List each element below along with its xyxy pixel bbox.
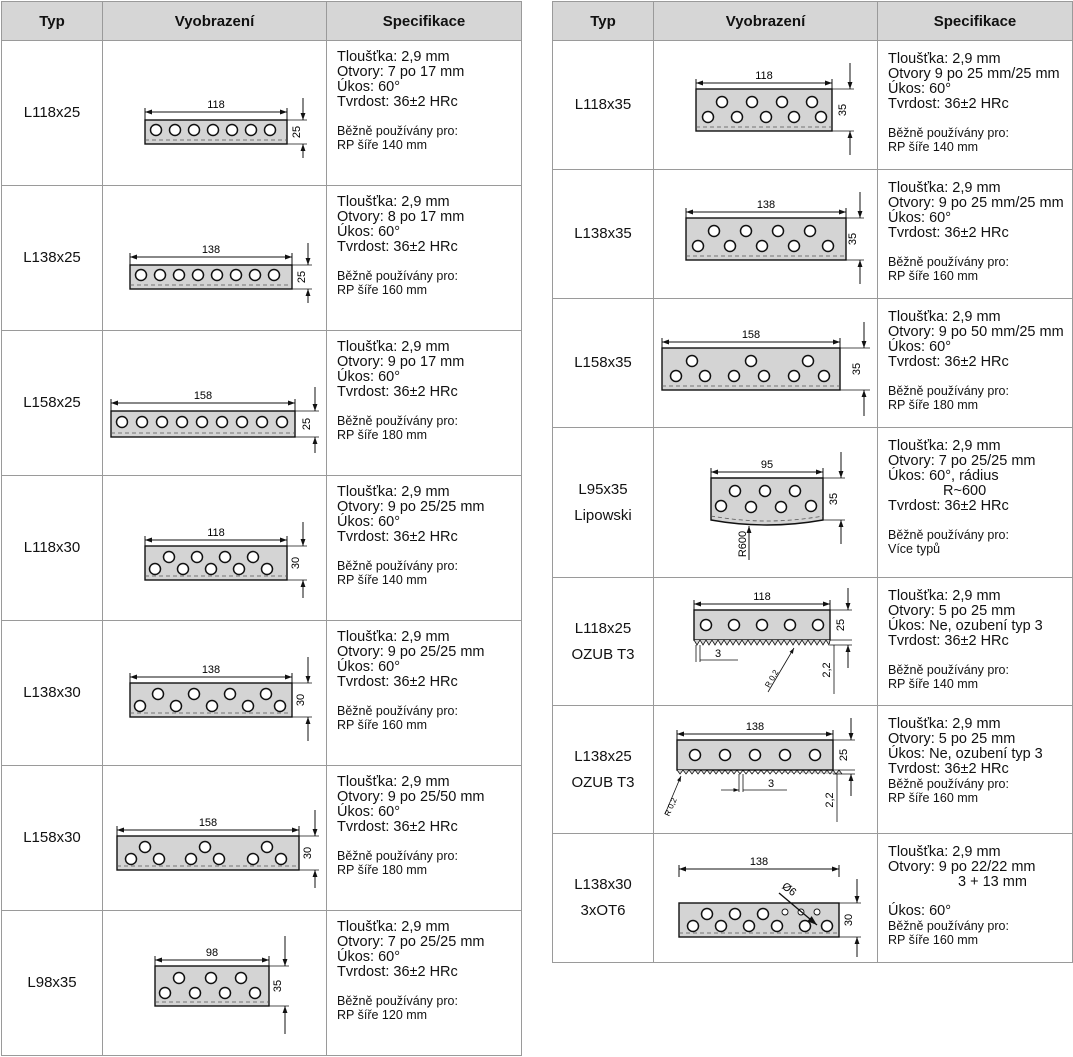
table-row: [553, 428, 1073, 578]
table-right: [552, 1, 1073, 963]
dim-height: 25: [290, 125, 303, 139]
type-sublabel: OZUB T3: [571, 773, 635, 791]
table-row: [2, 331, 522, 476]
drawing-cell: [103, 621, 327, 766]
spec-hardness: Tvrdost: 36±2 HRc: [888, 633, 1009, 649]
drawing-cell: [654, 299, 878, 428]
dim-tooth-pitch: 3: [767, 778, 774, 790]
table-row: [2, 766, 522, 911]
spec-cell: [878, 41, 1073, 170]
spec-thickness: Tloušťka: 2,9 mm: [888, 309, 1001, 325]
spec-bevel: Úkos: 60°: [337, 659, 401, 675]
spec-cell: [878, 834, 1073, 963]
usage-value: Více typů: [888, 542, 941, 556]
usage-label: Běžně používány pro:: [888, 919, 1009, 933]
blade-drawing: [666, 55, 866, 155]
usage-value: RP šíře 140 mm: [888, 140, 979, 154]
spec-thickness: Tloušťka: 2,9 mm: [888, 438, 1001, 454]
spec-thickness: Tloušťka: 2,9 mm: [337, 919, 450, 935]
dim-tooth-depth: 2,2: [823, 792, 836, 808]
usage-value: RP šíře 140 mm: [337, 573, 428, 587]
header-typ: Typ: [553, 2, 654, 41]
type-label: L158x35: [574, 354, 632, 371]
type-label: L138x30: [23, 684, 81, 701]
usage-label: Běžně používány pro:: [888, 255, 1009, 269]
usage-label: Běžně používány pro:: [888, 663, 1009, 677]
table-row: [553, 299, 1073, 428]
drawing-cell: [103, 476, 327, 621]
usage-label: Běžně používány pro:: [337, 994, 458, 1008]
spec-cell: [327, 621, 522, 766]
spec-cell: [327, 911, 522, 1056]
table-row: [2, 41, 522, 186]
spec-hardness: Tvrdost: 36±2 HRc: [888, 354, 1009, 370]
spec-hardness: Tvrdost: 36±2 HRc: [888, 498, 1009, 514]
spec-thickness: Tloušťka: 2,9 mm: [888, 844, 1001, 860]
table-row: [2, 186, 522, 331]
type-cell: [2, 476, 103, 621]
dim-height: 30: [842, 913, 855, 927]
usage-label: Běžně používány pro:: [337, 704, 458, 718]
dim-height: 35: [850, 362, 863, 376]
spec-hardness: Tvrdost: 36±2 HRc: [337, 964, 458, 980]
usage-value: RP šíře 160 mm: [888, 791, 979, 805]
blade-drawing: [661, 839, 871, 957]
usage-label: Běžně používány pro:: [337, 124, 458, 138]
spec-holes: Otvory: 9 po 17 mm: [337, 354, 465, 370]
spec-cell: [878, 706, 1073, 834]
drawing-cell: [103, 331, 327, 476]
spec-cell: [878, 578, 1073, 706]
usage-label: Běžně používány pro:: [888, 384, 1009, 398]
type-label: L118x35: [574, 96, 632, 113]
spec-thickness: Tloušťka: 2,9 mm: [888, 588, 1001, 604]
spec-bevel: Úkos: 60°: [337, 514, 401, 530]
dim-tooth-radius: R 0,2: [762, 668, 781, 690]
usage-value: RP šíře 140 mm: [888, 677, 979, 691]
drawing-cell: [654, 578, 878, 706]
type-cell: [553, 299, 654, 428]
spec-bevel: Úkos: 60°: [888, 81, 952, 97]
dim-width: 118: [754, 70, 773, 82]
dim-width: 138: [745, 721, 764, 733]
blade-drawing: [110, 643, 320, 743]
spec-cell: [327, 186, 522, 331]
dim-tooth-pitch: 3: [714, 648, 721, 660]
blade-drawing: [681, 444, 851, 562]
dim-width: 138: [756, 199, 775, 211]
drawing-cell: [103, 186, 327, 331]
table-row: [2, 476, 522, 621]
spec-holes: Otvory: 5 po 25 mm: [888, 731, 1016, 747]
blade-drawing: [115, 68, 315, 158]
type-label: L138x25: [574, 747, 632, 765]
type-label: L95x35: [578, 480, 628, 498]
spec-hardness: Tvrdost: 36±2 HRc: [888, 761, 1009, 777]
table-row: [553, 578, 1073, 706]
dim-height: 25: [300, 417, 313, 431]
dim-width: 118: [206, 99, 225, 111]
usage-label: Běžně používány pro:: [337, 849, 458, 863]
drawing-cell: [654, 834, 878, 963]
spec-holes: Otvory: 9 po 25/50 mm: [337, 789, 485, 805]
usage-value: RP šíře 180 mm: [337, 428, 428, 442]
dim-width: 118: [752, 591, 771, 603]
dim-width: 158: [193, 390, 212, 402]
type-cell: [553, 170, 654, 299]
dim-width: 118: [206, 527, 225, 539]
usage-label: Běžně používány pro:: [337, 559, 458, 573]
spec-bevel: Úkos: 60°: [888, 339, 952, 355]
dim-height: 30: [289, 556, 302, 570]
usage-value: RP šíře 160 mm: [888, 933, 979, 947]
dim-width: 98: [205, 947, 218, 959]
usage-label: Běžně používány pro:: [888, 777, 1009, 791]
spec-thickness: Tloušťka: 2,9 mm: [337, 484, 450, 500]
blade-drawing: [666, 584, 866, 699]
drawing-cell: [103, 911, 327, 1056]
dim-height: 35: [827, 492, 840, 505]
spec-cell: [327, 476, 522, 621]
spec-holes: Otvory: 7 po 25/25 mm: [337, 934, 485, 950]
dim-width: 95: [760, 458, 773, 471]
spec-bevel: Úkos: 60°: [337, 79, 401, 95]
blade-drawing: [110, 213, 320, 303]
spec-hardness: Tvrdost: 36±2 HRc: [337, 384, 458, 400]
spec-bevel: Úkos: 60°: [337, 949, 401, 965]
spec-thickness: Tloušťka: 2,9 mm: [337, 49, 450, 65]
header-typ: Typ: [2, 2, 103, 41]
drawing-cell: [654, 41, 878, 170]
spec-thickness: Tloušťka: 2,9 mm: [337, 194, 450, 210]
spec-thickness: Tloušťka: 2,9 mm: [888, 180, 1001, 196]
spec-hardness: Tvrdost: 36±2 HRc: [337, 819, 458, 835]
header-vyobrazeni: Vyobrazení: [103, 2, 327, 41]
spec-thickness: Tloušťka: 2,9 mm: [337, 629, 450, 645]
table-row: [553, 170, 1073, 299]
spec-holes: Otvory: 7 po 25/25 mm: [888, 453, 1036, 469]
usage-value: RP šíře 160 mm: [888, 269, 979, 283]
spec-cell: [878, 299, 1073, 428]
spec-holes: Otvory 9 po 25 mm/25 mm: [888, 66, 1060, 82]
usage-value: RP šíře 160 mm: [337, 718, 428, 732]
type-label: L138x35: [574, 225, 632, 242]
type-label: L138x25: [23, 249, 81, 266]
spec-bevel: Úkos: 60°: [337, 224, 401, 240]
spec-holes: Otvory: 9 po 22/22 mm: [888, 859, 1036, 875]
type-cell: [553, 578, 654, 706]
spec-hardness: Tvrdost: 36±2 HRc: [337, 674, 458, 690]
type-cell: [2, 766, 103, 911]
spec-holes: Otvory: 7 po 17 mm: [337, 64, 465, 80]
blade-drawing: [661, 712, 871, 827]
spec-cell: [327, 41, 522, 186]
type-label: L118x25: [574, 619, 632, 637]
spec-holes: Otvory: 5 po 25 mm: [888, 603, 1016, 619]
spec-thickness: Tloušťka: 2,9 mm: [888, 51, 1001, 67]
spec-bevel: Úkos: Ne, ozubení typ 3: [888, 618, 1043, 634]
spec-holes: Otvory: 9 po 25/25 mm: [337, 499, 485, 515]
dim-width: 138: [201, 244, 220, 256]
usage-label: Běžně používány pro:: [337, 269, 458, 283]
type-label: L118x30: [23, 539, 81, 556]
table-left: [1, 1, 522, 1056]
usage-label: Běžně používány pro:: [888, 528, 1009, 542]
usage-label: Běžně používány pro:: [888, 126, 1009, 140]
dim-radius: R600: [736, 530, 749, 557]
header-row: [553, 2, 1073, 41]
type-cell: [2, 911, 103, 1056]
spec-holes: Otvory: 9 po 50 mm/25 mm: [888, 324, 1064, 340]
drawing-cell: [654, 706, 878, 834]
spec-bevel: Úkos: Ne, ozubení typ 3: [888, 746, 1043, 762]
spec-bevel: Úkos: 60°: [337, 369, 401, 385]
type-cell: [553, 834, 654, 963]
dim-height: 25: [295, 270, 308, 284]
dim-width: 158: [741, 329, 760, 341]
type-sublabel: 3xOT6: [580, 902, 626, 919]
spec-bevel: Úkos: 60°: [888, 210, 952, 226]
table-row: [553, 706, 1073, 834]
blade-drawing: [107, 788, 323, 888]
dim-tooth-radius: R 0,2: [662, 796, 679, 818]
dim-width: 158: [198, 817, 217, 829]
blade-drawing: [135, 928, 295, 1038]
dim-height: 30: [301, 846, 314, 860]
blade-drawing: [658, 308, 874, 418]
type-cell: [553, 706, 654, 834]
blade-drawing: [115, 498, 315, 598]
type-cell: [2, 41, 103, 186]
drawing-cell: [103, 766, 327, 911]
table-row: [2, 621, 522, 766]
spec-thickness: Tloušťka: 2,9 mm: [337, 339, 450, 355]
dim-height: 35: [846, 232, 859, 246]
spec-thickness: Tloušťka: 2,9 mm: [337, 774, 450, 790]
spec-hardness: Tvrdost: 36±2 HRc: [888, 96, 1009, 112]
table-row: [553, 834, 1073, 963]
spec-cell: [878, 170, 1073, 299]
spec-hardness: Tvrdost: 36±2 HRc: [337, 94, 458, 110]
dim-height: 35: [271, 979, 284, 993]
dim-width: 138: [749, 856, 768, 868]
header-specifikace: Specifikace: [878, 2, 1073, 41]
header-row: [2, 2, 522, 41]
type-label: L98x35: [27, 974, 77, 991]
table-row: [2, 911, 522, 1056]
spec-hardness: Tvrdost: 36±2 HRc: [337, 529, 458, 545]
spec-cell: [327, 331, 522, 476]
table-row: [553, 41, 1073, 170]
type-cell: [2, 621, 103, 766]
usage-value: RP šíře 180 mm: [888, 398, 979, 412]
type-cell: [553, 41, 654, 170]
dim-tooth-depth: 2,2: [820, 662, 833, 678]
usage-value: RP šíře 180 mm: [337, 863, 428, 877]
dim-small-hole: Ø6: [778, 880, 798, 899]
spec-hardness: Tvrdost: 36±2 HRc: [337, 239, 458, 255]
blade-drawing: [666, 184, 866, 284]
spec-bevel: Úkos: 60°: [888, 903, 952, 919]
type-label: L138x30: [574, 876, 632, 893]
type-cell: [553, 428, 654, 578]
usage-value: RP šíře 140 mm: [337, 138, 428, 152]
type-label: L118x25: [23, 104, 81, 121]
type-sublabel: OZUB T3: [571, 645, 635, 663]
dim-width: 138: [201, 664, 220, 676]
spec-thickness: Tloušťka: 2,9 mm: [888, 716, 1001, 732]
type-label: L158x25: [23, 394, 81, 411]
dim-height: 30: [294, 693, 307, 707]
spec-holes: Otvory: 9 po 25 mm/25 mm: [888, 195, 1064, 211]
type-label: L158x30: [23, 829, 81, 846]
spec-bevel: Úkos: 60°: [337, 804, 401, 820]
dim-height: 25: [837, 748, 850, 762]
spec-cell: [327, 766, 522, 911]
type-cell: [2, 186, 103, 331]
spec-holes: Otvory: 9 po 25/25 mm: [337, 644, 485, 660]
spec-hardness: Tvrdost: 36±2 HRc: [888, 225, 1009, 241]
type-cell: [2, 331, 103, 476]
dim-height: 35: [836, 103, 849, 117]
spec-radius: R~600: [943, 483, 987, 499]
header-specifikace: Specifikace: [327, 2, 522, 41]
spec-holes-extra: 3 + 13 mm: [958, 874, 1027, 890]
spec-bevel: Úkos: 60°, rádius: [888, 468, 999, 484]
blade-drawing: [107, 353, 323, 453]
usage-value: RP šíře 160 mm: [337, 283, 428, 297]
spec-cell: [878, 428, 1073, 578]
type-sublabel: Lipowski: [574, 506, 632, 524]
drawing-cell: [103, 41, 327, 186]
header-vyobrazeni: Vyobrazení: [654, 2, 878, 41]
spec-holes: Otvory: 8 po 17 mm: [337, 209, 465, 225]
dim-height: 25: [834, 618, 847, 632]
usage-value: RP šíře 120 mm: [337, 1008, 428, 1022]
drawing-cell: [654, 428, 878, 578]
usage-label: Běžně používány pro:: [337, 414, 458, 428]
drawing-cell: [654, 170, 878, 299]
